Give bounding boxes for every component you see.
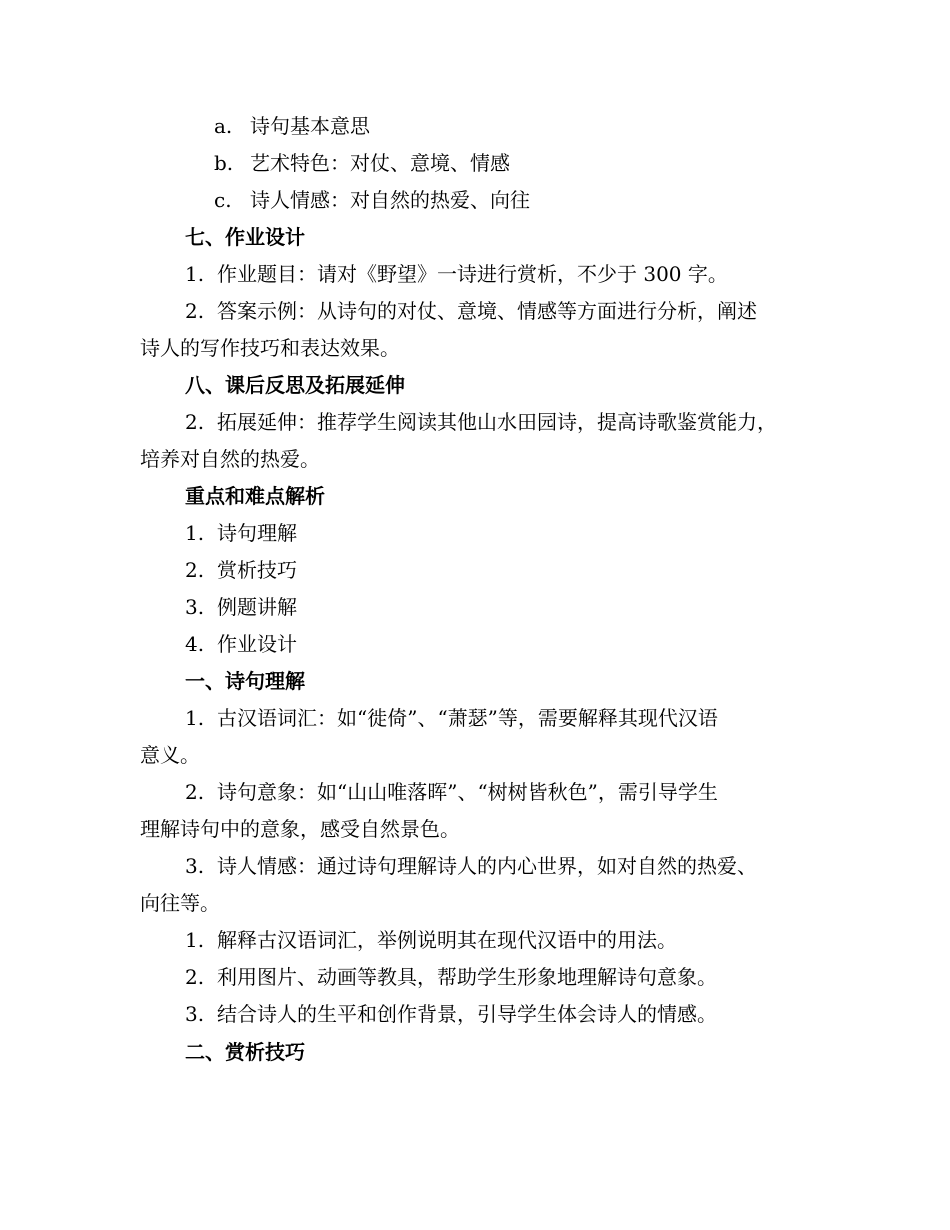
list-item: b. 艺术特色：对仗、意境、情感: [214, 151, 510, 175]
paragraph-continuation: 理解诗句中的意象，感受自然景色。: [140, 817, 460, 841]
list-item: 3. 例题讲解: [185, 595, 297, 619]
list-item: 1. 作业题目：请对《野望》一诗进行赏析，不少于 300 字。: [185, 262, 728, 286]
list-item: 2. 利用图片、动画等教具，帮助学生形象地理解诗句意象。: [185, 965, 717, 989]
list-item: c. 诗人情感：对自然的热爱、向往: [214, 188, 530, 212]
paragraph-continuation: 意义。: [140, 743, 200, 767]
list-item: a. 诗句基本意思: [214, 114, 370, 138]
section-heading: 一、诗句理解: [185, 669, 305, 693]
list-item: 3. 结合诗人的生平和创作背景，引导学生体会诗人的情感。: [185, 1002, 717, 1026]
section-heading: 重点和难点解析: [185, 484, 325, 508]
section-heading: 七、作业设计: [185, 225, 305, 249]
list-item: 4. 作业设计: [185, 632, 297, 656]
paragraph-continuation: 诗人的写作技巧和表达效果。: [140, 336, 400, 360]
list-item: 1. 诗句理解: [185, 521, 297, 545]
section-heading: 八、课后反思及拓展延伸: [185, 373, 405, 397]
paragraph-continuation: 向往等。: [140, 891, 220, 915]
list-item: 2. 赏析技巧: [185, 558, 297, 582]
paragraph-continuation: 培养对自然的热爱。: [140, 447, 320, 471]
list-item: 2. 答案示例：从诗句的对仗、意境、情感等方面进行分析，阐述: [185, 299, 757, 323]
list-item: 2. 拓展延伸：推荐学生阅读其他山水田园诗，提高诗歌鉴赏能力，: [185, 410, 777, 434]
list-item: 3. 诗人情感：通过诗句理解诗人的内心世界，如对自然的热爱、: [185, 854, 757, 878]
list-item: 1. 古汉语词汇：如“徙倚”、“萧瑟”等，需要解释其现代汉语: [185, 706, 718, 730]
section-heading: 二、赏析技巧: [185, 1040, 305, 1064]
list-item: 1. 解释古汉语词汇，举例说明其在现代汉语中的用法。: [185, 928, 677, 952]
list-item: 2. 诗句意象：如“山山唯落晖”、“树树皆秋色”，需引导学生: [185, 780, 718, 804]
